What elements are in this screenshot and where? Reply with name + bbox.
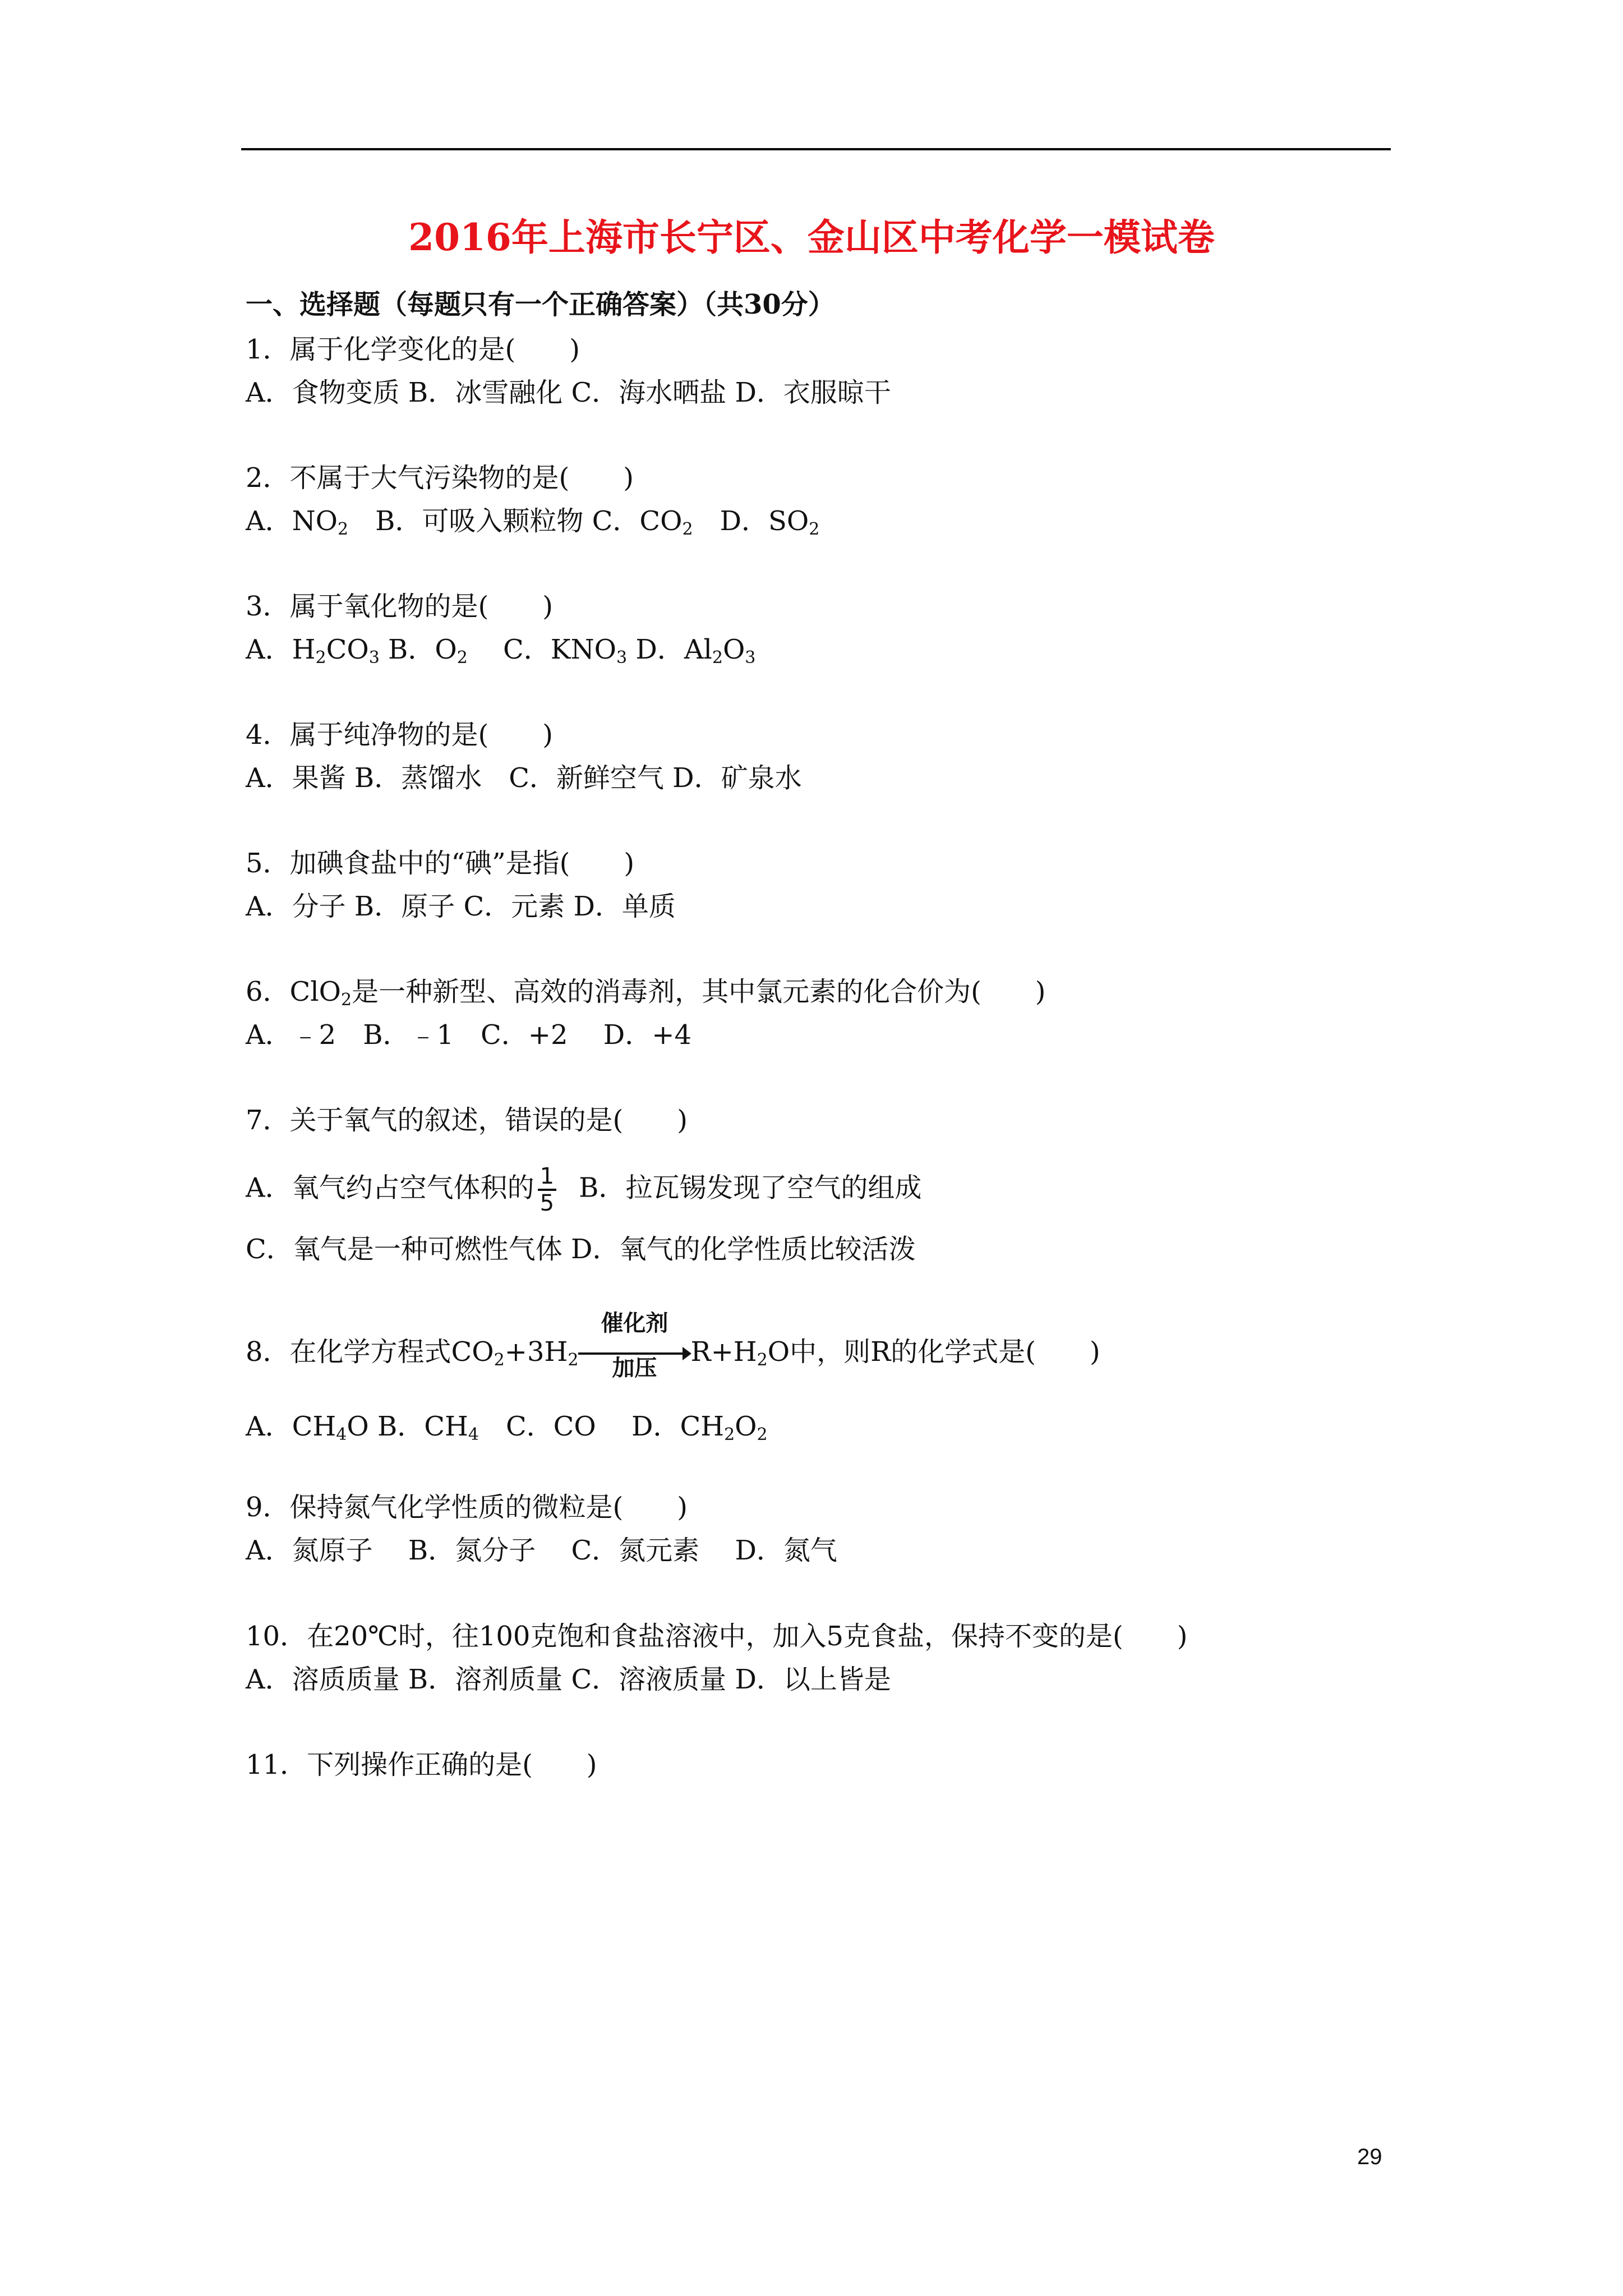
question-5-options: A．分子 B．原子 C．元素 D．单质 xyxy=(246,891,676,922)
section-heading: 一、选择题（每题只有一个正确答案）（共30分） xyxy=(246,289,835,320)
question-8-stem: 8．在化学方程式$CO_2+3H_2$ 催化剂 加压 $R+H_2O$中，则R的化学式是( ) xyxy=(246,1310,1100,1381)
question-7-options-cd: C．氧气是一种可燃性气体 D．氧气的化学性质比较活泼 xyxy=(246,1234,916,1265)
question-7-stem: 7．关于氧气的叙述，错误的是( ) xyxy=(246,1105,688,1136)
question-1-options: A．食物变质 B．冰雪融化 C．海水晒盐 D．衣服晾干 xyxy=(246,377,891,408)
question-6-options: A．﹣2 B．﹣1 C．+2 D．+4 xyxy=(246,1019,692,1051)
header-rule xyxy=(241,148,1391,150)
question-10-options: A．溶质质量 B．溶剂质量 C．溶液质量 D．以上皆是 xyxy=(246,1664,891,1695)
reaction-arrow-icon: 催化剂 加压 xyxy=(578,1335,690,1374)
question-6-stem: 6．ClO$_2$是一种新型、高效的消毒剂，其中氯元素的化合价为( ) xyxy=(246,976,1046,1010)
question-11-stem: 11．下列操作正确的是( ) xyxy=(246,1749,597,1780)
exam-title: 2016年上海市长宁区、金山区中考化学一模试卷 xyxy=(408,215,1215,259)
question-2-options: A．$NO_2$ B．可吸入颗粒物 C．$CO_2$ D．$SO_2$ xyxy=(246,505,820,539)
question-5-stem: 5．加碘食盐中的“碘”是指( ) xyxy=(246,848,635,879)
question-3-stem: 3．属于氧化物的是( ) xyxy=(246,591,553,622)
question-4-stem: 4．属于纯净物的是( ) xyxy=(246,719,553,751)
question-7-options-ab: A．氧气约占空气体积的 $\frac{1}{5}$ B．拉瓦锡发现了空气的组成 xyxy=(246,1163,922,1216)
question-4-options: A．果酱 B．蒸馏水 C．新鲜空气 D．矿泉水 xyxy=(246,762,802,794)
one-fifth-fraction: $\frac{1}{5}$ xyxy=(538,1164,556,1216)
question-2-stem: 2．不属于大气污染物的是( ) xyxy=(246,462,634,494)
question-1-stem: 1．属于化学变化的是( ) xyxy=(246,334,580,365)
page-number: 29 xyxy=(1357,2145,1382,2169)
question-3-options: A．$H_2CO_3$ B．$O_2$ C．$KNO_3$ D．$Al_2O_3$ xyxy=(246,634,756,668)
question-9-stem: 9．保持氮气化学性质的微粒是( ) xyxy=(246,1492,688,1523)
question-9-options: A．氮原子 B．氮分子 C．氮元素 D．氮气 xyxy=(246,1535,837,1566)
question-8-options: A．$CH_4O$ B．$CH_4$ C．CO D．$CH_2O_2$ xyxy=(246,1411,768,1444)
question-10-stem: 10．在20℃时，往100克饱和食盐溶液中，加入5克食盐，保持不变的是( ) xyxy=(246,1621,1188,1652)
